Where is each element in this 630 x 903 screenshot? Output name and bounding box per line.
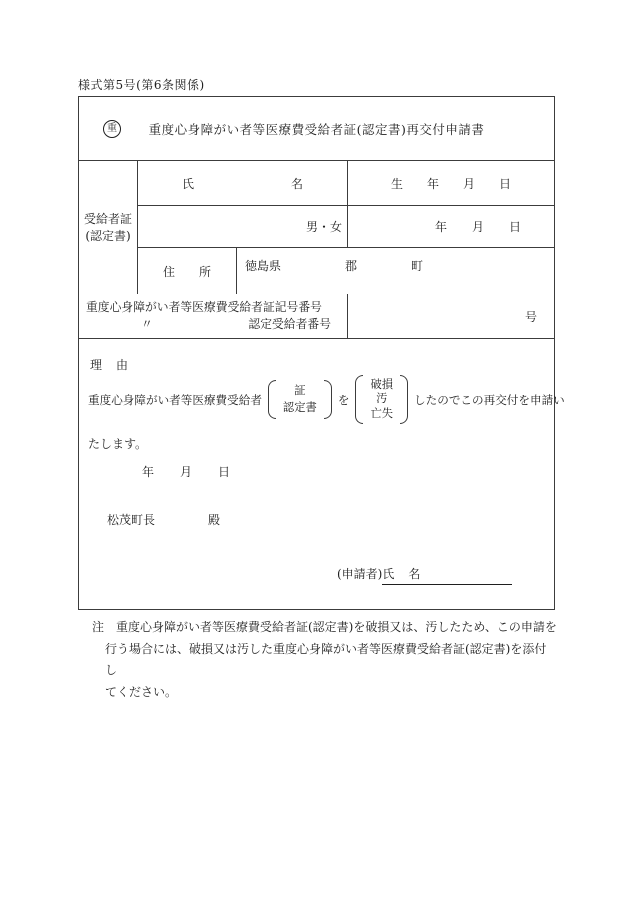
prefecture-label: 徳島県 <box>245 259 282 273</box>
note-line-1: 注 重度心身障がい者等医療費受給者証(認定書)を破損又は、汚したため、この申請を <box>92 620 557 634</box>
address-value-cell <box>237 248 554 294</box>
number-unit-label: 号 <box>524 309 537 324</box>
applicant-signature-line <box>337 565 512 585</box>
honorific-label: 殿 <box>208 513 221 527</box>
recipient-cert-header-line2: (認定書) <box>85 228 131 243</box>
birthdate-label-cell <box>348 161 554 205</box>
birth-char-nen: 年 <box>426 176 439 191</box>
left-paren-icon <box>355 375 363 424</box>
title-row <box>79 97 554 161</box>
applicant-label: (申請者) <box>337 567 383 581</box>
date-char-nen: 年 <box>434 220 447 234</box>
note-block <box>92 617 557 703</box>
form-title: 重度心身障がい者等医療費受給者証(認定書)再交付申請書 <box>148 121 485 137</box>
address-label-char2: 所 <box>199 264 212 279</box>
name-label-char1: 氏 <box>182 176 195 191</box>
town-label: 町 <box>411 259 424 273</box>
name-label-char2: 名 <box>290 176 303 191</box>
addressee-line <box>107 511 220 528</box>
damage-option-boshitsu: 亡失 <box>370 406 394 420</box>
appdate-char-nichi: 日 <box>218 465 231 479</box>
reason-box <box>79 339 565 609</box>
cert-number-line2 <box>86 316 347 333</box>
damage-options-bracket <box>355 375 408 424</box>
ditto-mark: 〃 <box>141 317 153 331</box>
address-row <box>138 248 554 294</box>
cert-options-bracket <box>268 380 332 419</box>
right-paren-icon <box>324 380 332 419</box>
form-number-label: 様式第5号(第6条関係) <box>78 78 205 92</box>
birth-char-sei: 生 <box>390 176 403 191</box>
applicant-name-underline: 氏 名 <box>382 565 512 585</box>
application-form-table <box>78 96 565 610</box>
cert-number-label-cell <box>79 294 348 338</box>
recipient-info-block <box>79 161 554 294</box>
cert-number-line1: 重度心身障がい者等医療費受給者証記号番号 <box>86 300 322 314</box>
birth-char-gatsu: 月 <box>463 176 476 191</box>
cert-number-value-cell <box>348 294 554 338</box>
application-date-line <box>142 463 230 480</box>
birth-char-nichi: 日 <box>499 176 512 191</box>
recipient-cert-header-cell <box>79 161 138 294</box>
damage-option-yogore: 汚 <box>376 392 388 406</box>
reason-heading: 理 由 <box>90 358 130 372</box>
damage-options-list <box>363 375 400 424</box>
cert-options-list <box>276 380 324 419</box>
address-label-cell <box>138 248 237 294</box>
right-paren-icon <box>400 375 408 424</box>
sex-cell <box>138 206 348 247</box>
appdate-char-nen: 年 <box>142 465 155 479</box>
date-char-nichi: 日 <box>508 220 521 234</box>
sex-label: 男・女 <box>305 220 342 234</box>
cert-number-row <box>79 294 554 339</box>
appdate-char-gatsu: 月 <box>180 465 193 479</box>
reason-sentence-continuation: たします。 <box>88 437 148 451</box>
reason-sentence <box>88 375 565 424</box>
cert-option-sho: 証 <box>294 384 306 398</box>
cert-number-line2-label: 認定受給者番号 <box>248 317 331 331</box>
reason-particle: を <box>337 392 350 407</box>
sex-date-row <box>138 206 554 248</box>
reason-sentence-suffix: したのでこの再交付を申請い <box>414 392 565 407</box>
damage-option-hason: 破損 <box>370 378 394 391</box>
severity-stamp-icon: 重 <box>103 120 121 138</box>
date-char-gatsu: 月 <box>471 220 484 234</box>
reason-sentence-prefix: 重度心身障がい者等医療費受給者 <box>88 392 262 407</box>
name-label-cell <box>138 161 348 205</box>
recipient-cert-header-line1: 受給者証 <box>83 211 132 226</box>
name-birth-row <box>138 161 554 206</box>
birthdate-entry-cell <box>348 206 554 247</box>
recipient-info-rows <box>138 161 554 294</box>
left-paren-icon <box>268 380 276 419</box>
cert-option-ninteisho: 認定書 <box>282 400 317 414</box>
note-line-2: 行う場合には、破損又は汚した重度心身障がい者等医療費受給者証(認定書)を添付し <box>105 641 547 677</box>
county-label: 郡 <box>345 259 358 273</box>
address-label-char1: 住 <box>162 264 175 279</box>
note-line-3: てください。 <box>105 684 178 699</box>
addressee-label: 松茂町長 <box>107 513 156 527</box>
